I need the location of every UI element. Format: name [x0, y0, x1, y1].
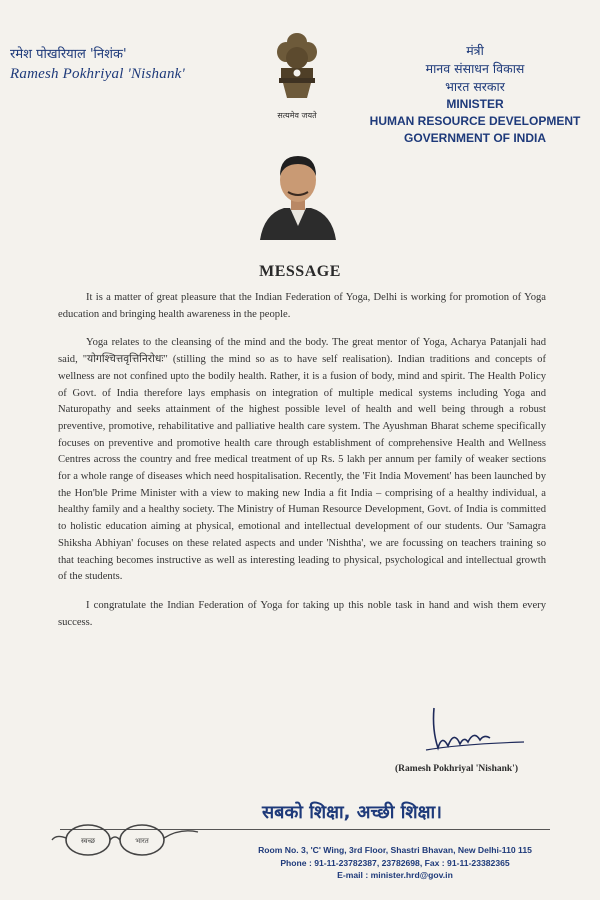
paragraph: It is a matter of great pleasure that the Indian Federation of Yoga, Delhi is working for promotion of Yoga education and bringing health awareness in the people. — [58, 292, 546, 320]
handwritten-signature — [420, 700, 530, 760]
phone-line: Phone : 91-11-23782387, 23782698, Fax : 91-11-23382365 — [280, 857, 510, 868]
address-line: Room No. 3, 'C' Wing, 3rd Floor, Shastri Bhavan, New Delhi-110 115 — [258, 845, 532, 855]
designation-english-2: HUMAN RESOURCE DEVELOPMENT — [369, 114, 581, 128]
minister-name-english: Ramesh Pokhriyal 'Nishank' — [10, 66, 185, 82]
minister-portrait — [250, 148, 345, 240]
paragraph: Yoga relates to the cleansing of the mind and the body. The great mentor of Yoga, Acharya Patanjali had said, "योगश्चित्तवृत्तिनिरोधः" (stilling the mind so as to have self realisation). Indian traditions and concepts of wellness are not confined upto the bodily health. Rather, it is a fusion of body, mind and spirit. The Health Policy of Govt. of India therefore lays emphasis on integration of multiple medical systems including Yoga and Naturopathy and seeks attainment of the highest possible level of health and well being through a robust preventive, promotive, rehabilitative and palliative health care system. The Ayushman Bharat scheme specifically focuses on preventive and promotive health care through establishment of comprehensive Health and Wellness Centres across the country and free medical treatment of up Rs. 5 lakh per annum per family of weaker sections for a whole range of diseases which need hospitalisation. Recently, the 'Fit India Movement' has been launched by the Hon'ble Prime Minister with a view to making new India a fit India – comprising of a healthy individual, a healthy family and a healthy society. The Ministry of Human Resource Development, Govt. of India is committed to holistic education aiming at physical, emotional and intellectual development of our students. Our 'Samagra Shiksha Abhiyan' focuses on these related aspects and under 'Nishtha', we are focussing on teachers training so that teaching becomes instructive as well as interesting leading to physical, psychological and intellectual growth of the students. — [58, 337, 546, 583]
national-emblem-icon — [273, 30, 321, 110]
minister-name-hindi: रमेश पोखरियाल 'निशंक' — [10, 47, 127, 62]
designation-english-1: MINISTER — [446, 97, 504, 111]
email-line: E-mail : minister.hrd@gov.in — [337, 870, 453, 880]
footer-slogan: सबको शिक्षा, अच्छी शिक्षा। — [262, 802, 442, 823]
spectacles-text-right: भारत — [135, 837, 149, 845]
swachh-bharat-spectacles-icon — [50, 810, 200, 860]
signatory-name: (Ramesh Pokhriyal 'Nishank') — [395, 764, 518, 774]
designation-hindi-3: भारत सरकार — [445, 79, 505, 94]
designation-english-3: GOVERNMENT OF INDIA — [403, 131, 546, 145]
designation-hindi-2: मानव संसाधन विकास — [425, 61, 525, 76]
message-body — [58, 290, 546, 643]
page-title: MESSAGE — [259, 263, 341, 280]
emblem-motto: सत्यमेव जयते — [277, 111, 317, 120]
designation-hindi-1: मंत्री — [466, 43, 484, 58]
spectacles-text-left: स्वच्छ — [80, 837, 96, 845]
paragraph: I congratulate the Indian Federation of Yoga for taking up this noble task in hand and wish them every success. — [58, 599, 546, 628]
designation-block — [360, 42, 590, 147]
footer-address — [210, 844, 580, 882]
